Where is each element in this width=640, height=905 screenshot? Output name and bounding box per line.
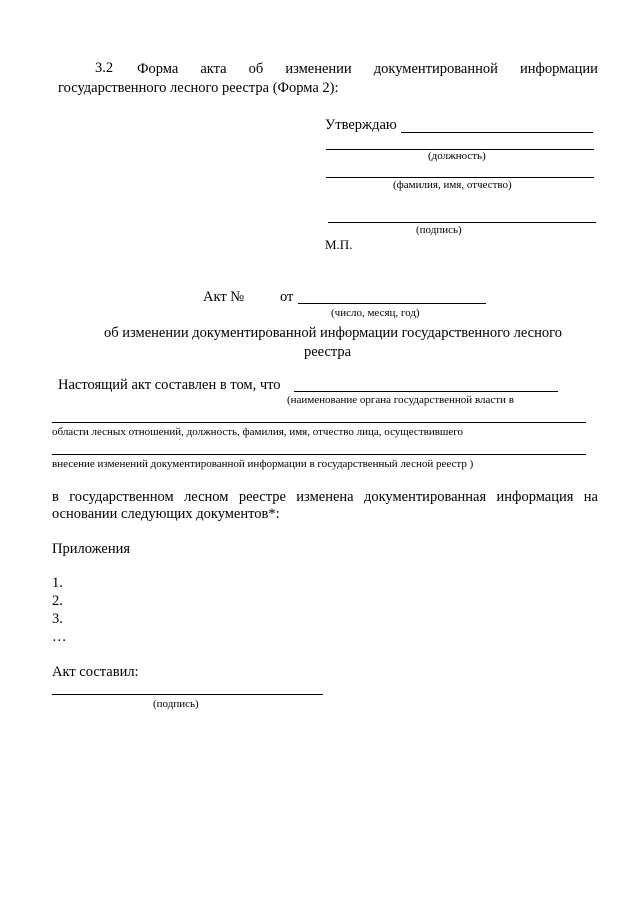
attachment-item: 2. [52, 593, 63, 609]
signature-caption: (подпись) [416, 224, 462, 236]
detail-line-1 [52, 422, 586, 423]
stamp-label: М.П. [325, 237, 353, 252]
section-number: 3.2 [95, 60, 114, 76]
heading-word: акта [200, 61, 227, 77]
caption-official: области лесных отношений, должность, фамилия, имя, отчество лица, осуществившего [52, 426, 463, 438]
changed-line1 [52, 489, 598, 506]
compiler-signature-line [52, 694, 323, 695]
body-word: в [52, 489, 59, 505]
fullname-caption: (фамилия, имя, отчество) [393, 179, 512, 191]
act-number-label: Акт № [203, 289, 245, 305]
heading-word: документированной [373, 61, 498, 77]
caption-changes: внесение изменений документированной информации в государственный лесной реестр ) [52, 458, 474, 470]
body-word: лесном [184, 489, 229, 505]
detail-line-2 [52, 454, 586, 455]
compiled-text: Настоящий акт составлен в том, что [58, 377, 281, 393]
body-word: на [583, 489, 598, 505]
body-word: документированная [363, 489, 487, 505]
authority-line [294, 391, 558, 392]
signature-line [328, 222, 596, 223]
heading-word: Форма [137, 61, 179, 77]
heading-word: информации [519, 61, 598, 77]
compiler-signature-caption: (подпись) [153, 698, 199, 710]
heading-line1 [137, 61, 598, 78]
attachments-title: Приложения [52, 541, 131, 557]
approve-label: Утверждаю [325, 117, 397, 133]
approve-signature-line [401, 132, 593, 133]
date-caption: (число, месяц, год) [331, 307, 420, 319]
heading-word: изменении [285, 61, 352, 77]
changed-line2: основании следующих документов*: [52, 506, 280, 522]
attachment-item: 3. [52, 611, 63, 627]
body-word: изменена [296, 489, 354, 505]
act-from-label: от [280, 289, 294, 305]
heading-word: об [248, 61, 264, 77]
attachment-item: … [52, 629, 67, 645]
act-date-line [298, 303, 486, 304]
heading-line2: государственного лесного реестра (Форма 2): [58, 80, 339, 96]
body-word: реестре [238, 489, 286, 505]
fullname-line [326, 177, 594, 178]
attachment-item: 1. [52, 575, 63, 591]
body-word: информация [496, 489, 574, 505]
body-word: государственном [69, 489, 174, 505]
compiled-by-label: Акт составил: [52, 664, 139, 680]
act-subtitle-line2: реестра [304, 344, 352, 360]
act-subtitle-line1: об изменении документированной информации государственного лесного [104, 325, 562, 341]
position-caption: (должность) [428, 150, 486, 162]
caption-authority: (наименование органа государственной власти в [287, 394, 514, 406]
